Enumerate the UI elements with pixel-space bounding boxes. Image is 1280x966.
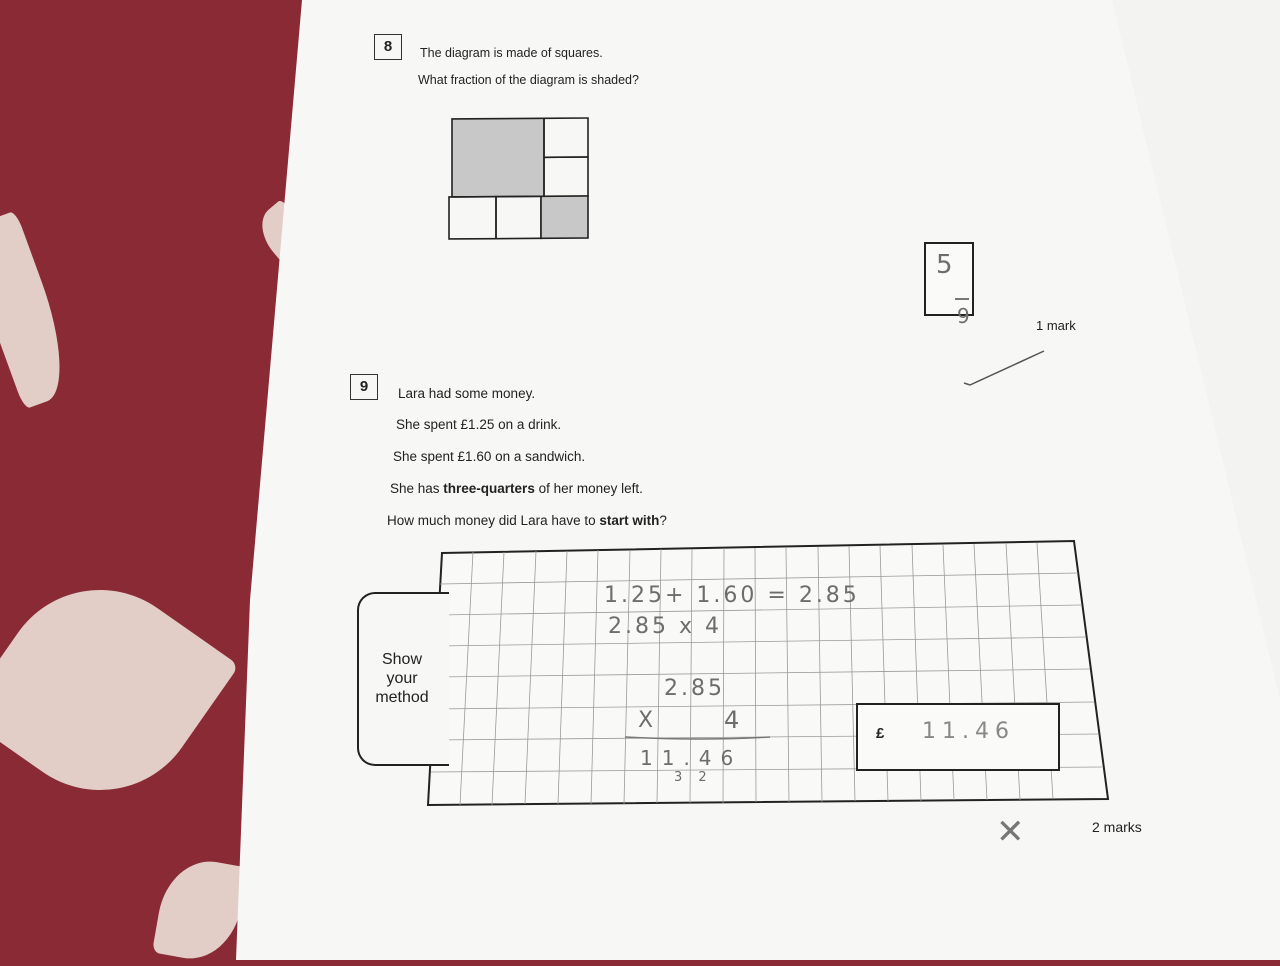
working-mult-top: 2.85 [664,676,725,701]
small-shaded-square [541,196,588,238]
wrong-cross-mark: ✕ [996,812,1025,852]
question-9-number: 9 [350,374,378,400]
question-8-marks: 1 mark [1036,318,1076,333]
working-carries: 3 2 [674,770,713,785]
working-line-1: 1.25+ 1.60 = 2.85 [604,583,860,608]
question-8-answer-numerator: 5 [936,250,953,280]
question-9-line4: She has three-quarters of her money left. [390,481,643,496]
question-9-line2: She spent £1.25 on a drink. [396,417,562,432]
answer-currency-symbol: £ [876,725,885,742]
large-shaded-square [452,118,544,197]
small-square [544,118,588,157]
working-result: 11.46 [640,746,743,770]
small-square [496,196,541,238]
working-mult-x: X [638,708,654,733]
question-8-line1: The diagram is made of squares. [420,46,603,60]
small-square [449,197,496,239]
question-9-answer-value: 11.46 [922,719,1015,744]
question-8-answer-denominator: 9 [957,304,970,328]
working-line-2: 2.85 x 4 [608,614,722,639]
tick-mark [958,345,1048,390]
show-method-label: Show your method [375,651,429,706]
squares-diagram [445,115,591,243]
working-mult-by: 4 [724,706,740,734]
background-leaf [0,551,239,830]
question-9-line1: Lara had some money. [398,386,536,401]
question-8-line2: What fraction of the diagram is shaded? [418,73,639,87]
question-9-marks: 2 marks [1092,819,1142,835]
fraction-bar [955,298,969,300]
background-leaf [0,210,81,409]
question-9-line3: She spent £1.60 on a sandwich. [393,449,586,464]
background-leaf [152,854,248,966]
small-square [544,157,588,196]
question-9-line5: How much money did Lara have to start with? [387,513,667,528]
question-8-number: 8 [374,34,402,60]
